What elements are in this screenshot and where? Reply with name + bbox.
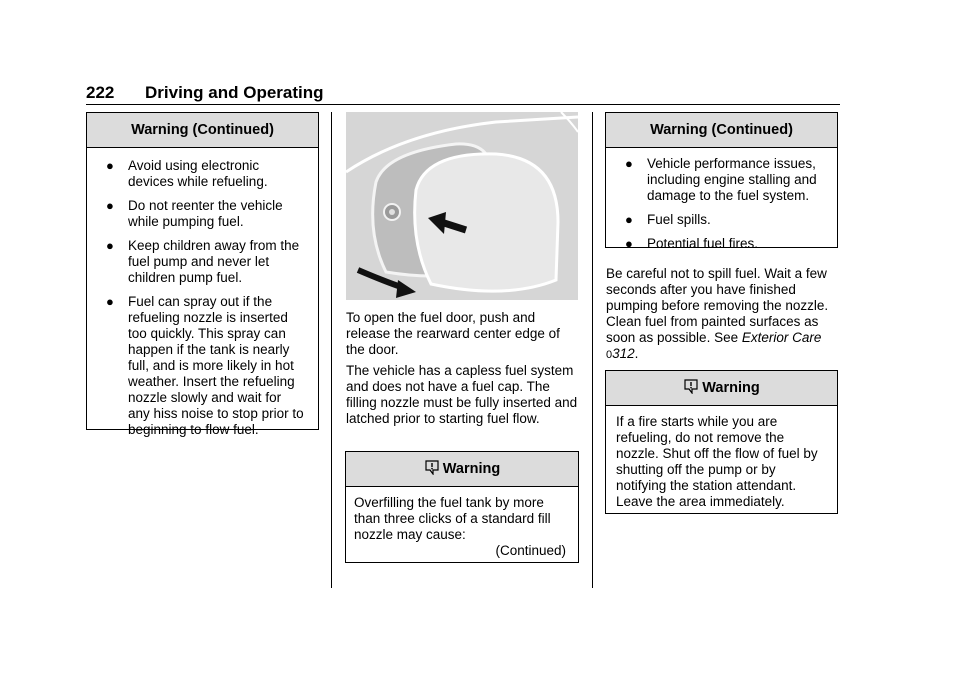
warning-text: If a fire starts while you are refueling, do not remove the nozzle. Shut off the flow of fuel by shutting off the pump or by notifying the station attendant. Leave the area immediately. xyxy=(616,414,818,509)
fuel-door-illustration xyxy=(346,112,578,300)
page-ref-arrow-icon: 0 xyxy=(606,349,613,361)
warning-box-fire xyxy=(605,370,838,514)
list-item: ● Vehicle performance issues, including engine stalling and damage to the fuel system. xyxy=(625,156,817,203)
bullet-icon: ● xyxy=(625,156,633,171)
exterior-care-link[interactable]: Exterior Care xyxy=(741,330,822,345)
fuel-door-instructions: To open the fuel door, push and release the rearward center edge of the door. xyxy=(346,310,560,357)
column-divider-2 xyxy=(592,112,593,588)
warning-box-header xyxy=(606,371,837,406)
bullet-icon: ● xyxy=(106,294,114,309)
warning-box-title: Warning xyxy=(702,380,760,396)
section-title: Driving and Operating xyxy=(145,83,324,102)
warning-icon xyxy=(683,378,699,398)
spill-caution-text: Be careful not to spill fuel. Wait a few seconds after you have finished pumping before removing the nozzle. Clean fuel from painted surfaces as soon as possible. See Exterior Care 0312. xyxy=(606,266,829,361)
list-item: ● Fuel can spray out if the refueling nozzle is inserted too quickly. This spray can happen if the tank is nearly full, and is more likely in hot weather. Insert the refueling nozzle slowly and wait for any hiss noise to stop prior to beginning to flow fuel. xyxy=(106,294,304,437)
continued-label: (Continued) xyxy=(495,543,566,558)
warning-box-title: Warning xyxy=(442,461,501,477)
capless-fuel-description: The vehicle has a capless fuel system and does not have a fuel cap. The filling nozzle must be fully inserted and latched prior to starting fuel flow. xyxy=(346,363,578,426)
warning-box-title: Warning (Continued) xyxy=(87,113,318,148)
warning-continued-box-right xyxy=(605,112,838,251)
warning-bullet-list xyxy=(620,156,825,252)
page-header xyxy=(86,83,840,105)
bullet-icon: ● xyxy=(625,212,633,227)
bullet-icon: ● xyxy=(106,198,114,213)
list-item: ● Avoid using electronic devices while refueling. xyxy=(106,158,268,189)
list-item: ● Keep children away from the fuel pump and never let children pump fuel. xyxy=(106,238,300,285)
warning-continued-box-left xyxy=(86,112,319,437)
bullet-icon: ● xyxy=(106,238,114,253)
bullet-icon: ● xyxy=(625,236,633,251)
warning-box-header xyxy=(346,452,578,487)
list-item: ● Do not reenter the vehicle while pumping fuel. xyxy=(106,198,283,229)
warning-bullet-list xyxy=(101,158,306,438)
warning-box-title: Warning (Continued) xyxy=(606,113,837,148)
header-rule xyxy=(86,104,840,105)
page-ref-number[interactable]: 312 xyxy=(612,346,635,361)
fuel-door-image xyxy=(346,112,578,300)
warning-icon xyxy=(424,459,440,479)
list-item: ● Potential fuel fires. xyxy=(625,236,759,251)
list-item: ● Fuel spills. xyxy=(625,212,711,227)
bullet-icon: ● xyxy=(106,158,114,173)
warning-box-overfill xyxy=(345,451,579,563)
page-number: 222 xyxy=(86,83,115,102)
warning-text: Overfilling the fuel tank by more than three clicks of a standard fill nozzle may cause: xyxy=(354,495,551,542)
column-divider-1 xyxy=(331,112,332,588)
